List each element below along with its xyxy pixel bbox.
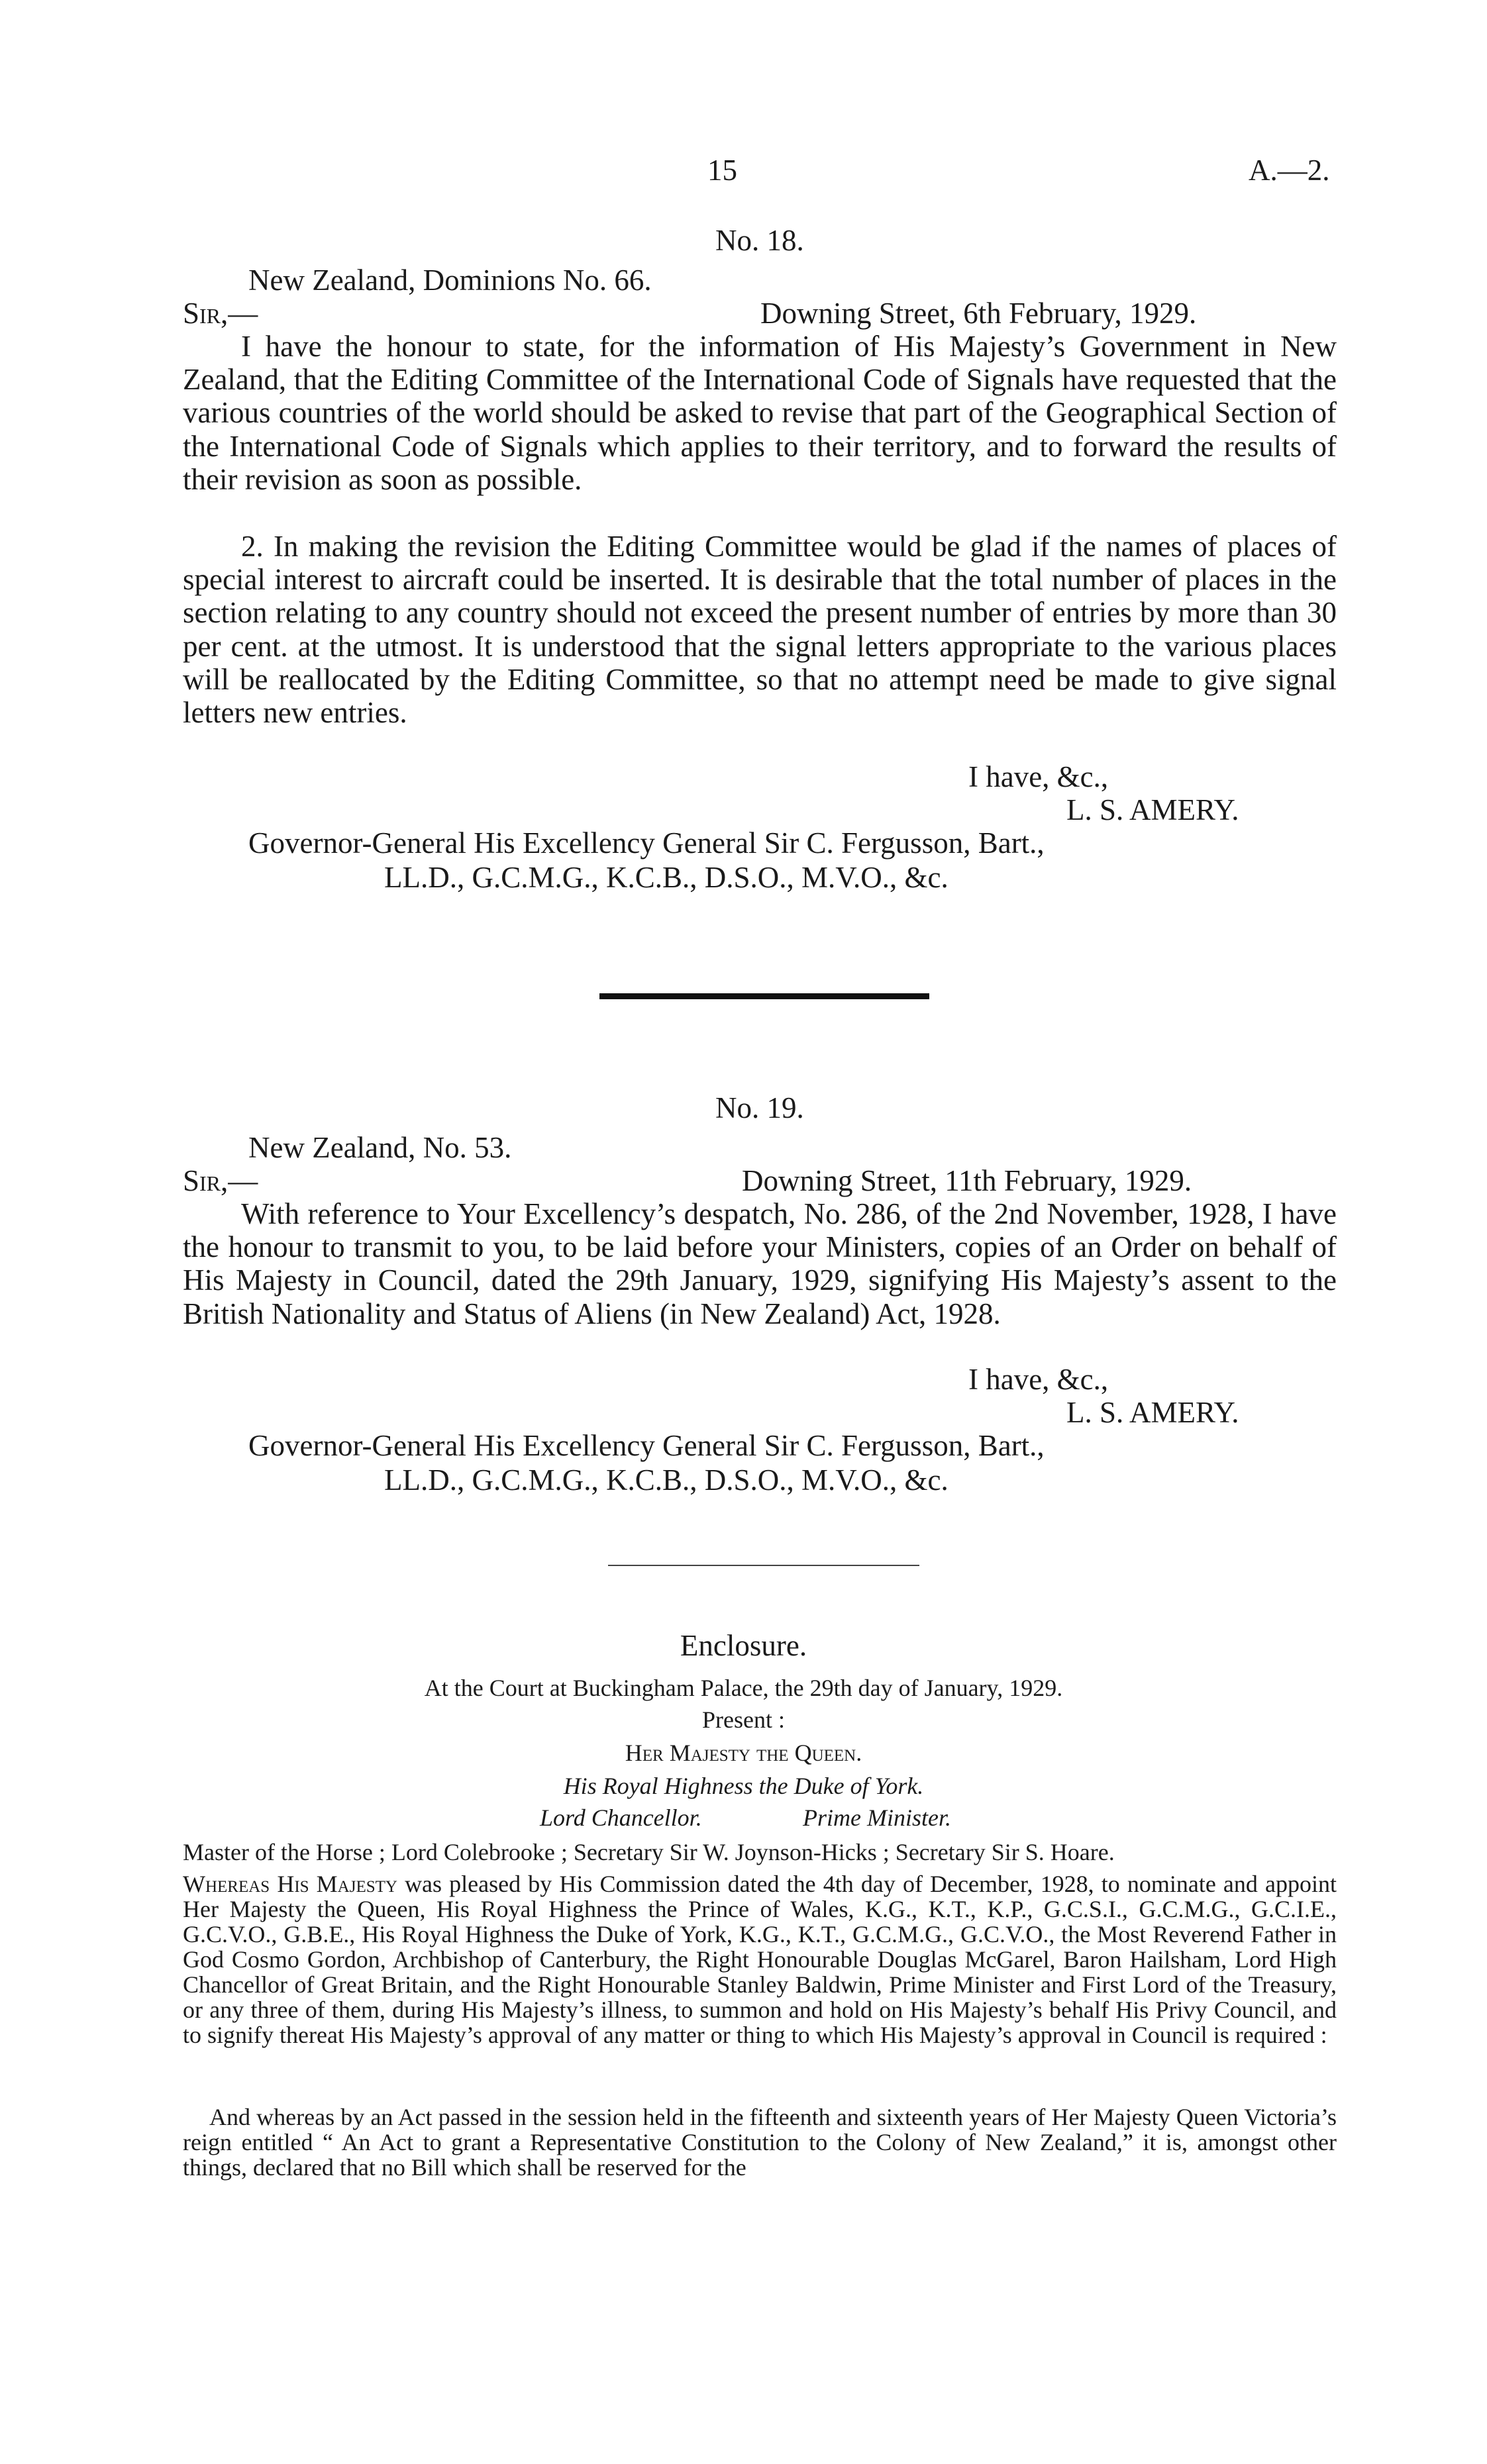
and-whereas-paragraph: And whereas by an Act passed in the session held in the fifteenth and sixteenth years of Her Majesty Queen Victoria’s reign entitled “ An Act to grant a Representative Constitution to the Colony of New Zealand,” it is, amongst other things, declared that no Bill which shall be reserved for the: [183, 2104, 1337, 2181]
closing: I have, &c.,: [968, 760, 1109, 793]
paragraph-1: I have the honour to state, for the information of His Majesty’s Government in New Zealand, that the Editing Committee of the International Code of Signals have requested that the various countries of the world should be asked to revise that part of the Geographical Section of the International Code of Signals which applies to their territory, and to forward the results of their revision as soon as possible.: [183, 330, 1337, 496]
queen: Her Majesty the Queen.: [625, 1740, 862, 1766]
despatch-date: Downing Street, 6th February, 1929.: [760, 297, 1197, 330]
despatch-number: No. 19.: [715, 1091, 804, 1124]
section-divider: [599, 993, 929, 999]
signature: L. S. AMERY.: [1066, 1396, 1239, 1429]
whereas-lead: Whereas His Majesty: [183, 1871, 397, 1897]
lord-chancellor: Lord Chancellor.: [540, 1804, 702, 1831]
salutation: Sir,—: [183, 1164, 258, 1197]
dominion-reference: New Zealand, No. 53.: [248, 1131, 512, 1164]
page-number: 15: [707, 154, 737, 187]
signature: L. S. AMERY.: [1066, 793, 1239, 826]
salutation: Sir,—: [183, 297, 258, 330]
court-line: At the Court at Buckingham Palace, the 29th day of January, 1929.: [424, 1675, 1063, 1701]
despatch-number: No. 18.: [715, 224, 804, 257]
enclosure-divider: [608, 1565, 919, 1566]
addressee-line-2: LL.D., G.C.M.G., K.C.B., D.S.O., M.V.O., &c.: [384, 861, 949, 894]
whereas-body: was pleased by His Commission dated the 4th day of December, 1928, to nominate and appoint Her Majesty the Queen, His Royal Highness the Prince of Wales, K.G., K.T., K.P., G.C.S.I., G.C.M.G., G.C.I.E., G.C.V.O., G.B.E., His Royal Highness the Duke of York, K.G., K.T., G.C.M.G., G.C.V.O., the Most Reverend Father in God Cosmo Gordon, Archbishop of Canterbury, the Right Honourable Douglas McGarel, Baron Hailsham, Lord High Chancellor of Great Britain, and the Right Honourable Stanley Baldwin, Prime Minister and First Lord of the Treasury, or any three of them, during His Majesty’s illness, to summon and hold on His Majesty’s behalf His Privy Council, and to signify thereat His Majesty’s approval of any matter or thing to which His Majesty’s approval in Council is required :: [183, 1871, 1337, 2048]
enclosure-title: Enclosure.: [680, 1629, 807, 1662]
paragraph-1: With reference to Your Excellency’s despatch, No. 286, of the 2nd November, 1928, I have the honour to transmit to you, to be laid before your Ministers, copies of an Order on behalf of His Majesty in Council, dated the 29th January, 1929, signifying His Majesty’s assent to the British Nationality and Status of Aliens (in New Zealand) Act, 1928.: [183, 1197, 1337, 1330]
attendees: Master of the Horse ; Lord Colebrooke ; Secretary Sir W. Joynson-Hicks ; Secretary Sir S. Hoare.: [183, 1839, 1115, 1865]
duke-of-york: His Royal Highness the Duke of York.: [563, 1773, 924, 1799]
addressee-line-1: Governor-General His Excellency General Sir C. Fergusson, Bart.,: [248, 1429, 1045, 1462]
whereas-paragraph: [183, 1871, 1337, 2047]
dominion-reference: New Zealand, Dominions No. 66.: [248, 264, 652, 297]
paragraph-2: 2. In making the revision the Editing Committee would be glad if the names of places of special interest to aircraft could be inserted. It is desirable that the total number of places in the section relating to any country should not exceed the present number of entries by more than 30 per cent. at the utmost. It is understood that the signal letters appropriate to the various places will be reallocated by the Editing Committee, so that no attempt need be made to give signal letters new entries.: [183, 530, 1337, 730]
prime-minister: Prime Minister.: [803, 1804, 951, 1831]
document-reference: A.—2.: [1249, 154, 1330, 187]
closing: I have, &c.,: [968, 1363, 1109, 1396]
despatch-date: Downing Street, 11th February, 1929.: [742, 1164, 1192, 1197]
addressee-line-1: Governor-General His Excellency General Sir C. Fergusson, Bart.,: [248, 826, 1045, 860]
addressee-line-2: LL.D., G.C.M.G., K.C.B., D.S.O., M.V.O., &c.: [384, 1463, 949, 1497]
present-label: Present :: [702, 1706, 785, 1733]
